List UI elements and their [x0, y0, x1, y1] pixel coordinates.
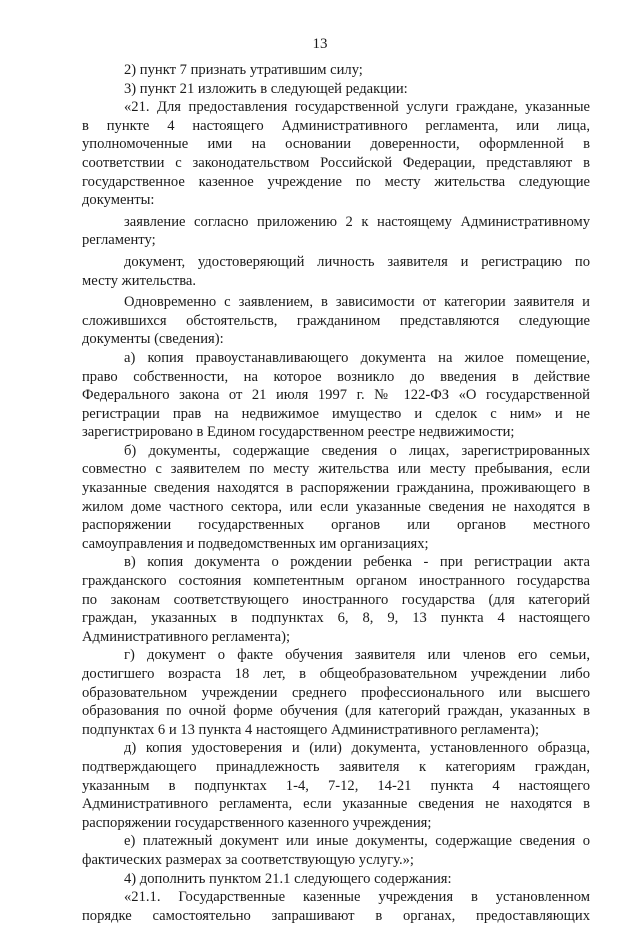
text-line: порядке самостоятельно запрашивают в органах, предоставляющих	[82, 907, 590, 924]
text-line: совместно с заявителем по месту жительства или месту пребывания, если	[82, 461, 590, 478]
text-line: достигшего возраста 18 лет, в общеобразовательном учреждении либо	[82, 666, 590, 682]
text-line: Административного регламента);	[82, 628, 291, 645]
text-line: по законам соответствующего иностранного государства (для категорий	[82, 591, 590, 608]
text-line: соответствии с законодательством Российской Федерации, представляют в	[82, 154, 590, 171]
text-line: право собственности, на которое возникло до введения в действие	[82, 368, 590, 385]
text-line: «21. Для предоставления государственной услуги граждане, указанные	[124, 99, 590, 116]
text-line: Административного регламента, если указанные сведения не находятся в	[82, 796, 590, 813]
text-line: Федерального закона от 21 июля 1997 г. № 122-ФЗ «О государственной	[82, 387, 590, 404]
text-line: Одновременно с заявлением, в зависимости от категории заявителя и	[124, 294, 590, 311]
text-line: г) документ о факте обучения заявителя или членов его семьи,	[124, 647, 590, 664]
text-line: зарегистрировано в Едином государственном реестре недвижимости;	[82, 424, 515, 441]
text-line: 2) пункт 7 признать утратившим силу;	[124, 62, 363, 78]
text-line: документ, удостоверяющий личность заявителя и регистрацию по	[124, 253, 590, 270]
text-line: самоуправления и подведомственных им организациях;	[82, 535, 429, 552]
text-line: регламенту;	[82, 232, 156, 249]
text-line: а) копия правоустанавливающего документа на жилое помещение,	[124, 349, 590, 366]
text-line: месту жительства.	[82, 272, 197, 289]
text-line: жилом доме частного сектора, или если указанные сведения не находятся в	[82, 498, 590, 515]
text-line: государственное казенное учреждение по месту жительства следующие	[82, 173, 590, 190]
text-line: документы:	[82, 192, 155, 209]
text-line: распоряжении государственного казенного учреждения;	[82, 814, 432, 831]
text-line: заявление согласно приложению 2 к настоящему Административному	[124, 213, 590, 230]
text-line: д) копия удостоверения и (или) документа, установленного образца,	[124, 740, 590, 757]
text-line: е) платежный документ или иные документы, содержащие сведения о	[124, 833, 590, 850]
text-line: фактических размерах за соответствующую услугу.»;	[82, 851, 414, 868]
text-line: гражданского состояния компетентным органом иностранного государства	[82, 573, 590, 590]
text-line: 3) пункт 21 изложить в следующей редакции:	[124, 80, 408, 97]
text-line: подтверждающего принадлежность заявителя к категориям граждан,	[82, 758, 590, 775]
text-line: образования по очной форме обучения (для категорий граждан, указанных в	[82, 703, 590, 720]
text-line: регистрации прав на недвижимое имущество и сделок с ним» и не	[82, 405, 590, 422]
text-line: уполномоченные ими на основании доверенности, оформленной в	[82, 136, 590, 153]
text-line: б) документы, содержащие сведения о лицах, зарегистрированных	[124, 442, 590, 459]
text-line: сложившихся обстоятельств, гражданином представляются следующие	[82, 312, 590, 329]
text-line: в) копия документа о рождении ребенка - при регистрации акта	[124, 554, 590, 571]
text-line: граждан, указанных в подпунктах 6, 8, 9, 13 пункта 4 настоящего	[82, 610, 590, 627]
text-line: 4) дополнить пунктом 21.1 следующего содержания:	[124, 870, 452, 887]
text-line: указанным в подпунктах 1-4, 7-12, 14-21 пункта 4 настоящего	[82, 777, 590, 794]
text-line: документы (сведения):	[82, 331, 224, 348]
text-line: подпунктах 6 и 13 пункта 4 настоящего Административного регламента);	[82, 721, 540, 738]
document-body	[82, 61, 590, 925]
text-line: в пункте 4 настоящего Административного регламента, или лица,	[82, 117, 590, 134]
page-number: 13	[312, 36, 328, 52]
text-line: образовательном учреждении среднего профессионального или высшего	[82, 684, 590, 701]
text-line: «21.1. Государственные казенные учреждения в установленном	[124, 889, 590, 906]
text-line: указанные сведения находятся в распоряжении гражданина, проживающего в	[82, 480, 590, 497]
text-line: распоряжении государственных органов или органов местного	[82, 517, 590, 534]
